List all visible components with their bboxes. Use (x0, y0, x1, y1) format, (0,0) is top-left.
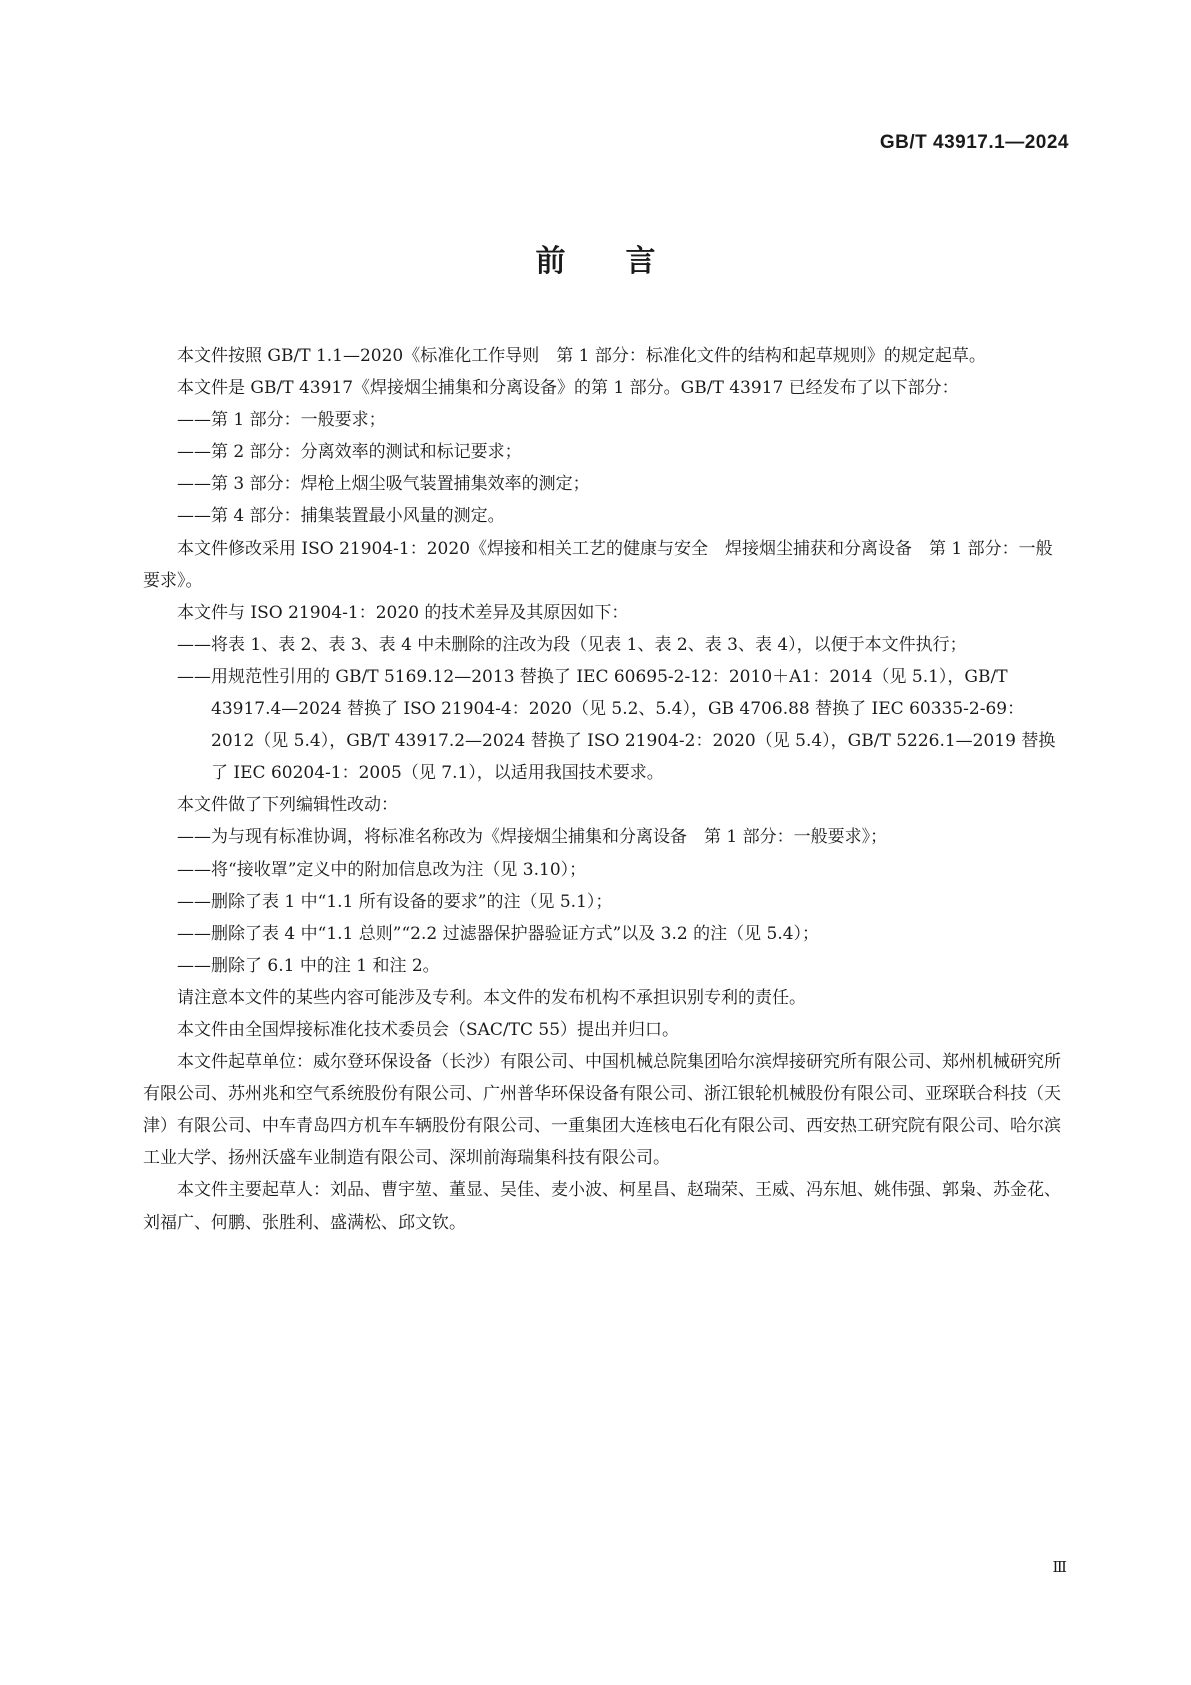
document-body (143, 340, 1063, 1239)
list-item-editorial-5: ——删除了 6.1 中的注 1 和注 2。 (177, 955, 440, 976)
paragraph-technical-differences: 本文件与 ISO 21904-1：2020 的技术差异及其原因如下： (177, 602, 629, 623)
list-item-tech-diff-2: ——用规范性引用的 GB/T 5169.12—2013 替换了 IEC 60695-2-12：2010＋A1：2014（见 5.1），GB/T 43917.4—2024 替换了 ISO 21904-4：2020（见 5.2、5.4），GB 4706.88 替换了 IEC 60335-2-69：2012（见 5.4），GB/T 43917.2—2024 替换了 ISO 21904-2：2020（见 5.4），GB/T 5226.1—2019 替换了 IEC 60204-1：2005（见 7.1），以适用我国技术要求。 (177, 666, 1056, 784)
list-item-tech-diff-1: ——将表 1、表 2、表 3、表 4 中未删除的注改为段（见表 1、表 2、表 3、表 4），以便于本文件执行； (177, 634, 967, 655)
list-item-part-4: ——第 4 部分：捕集装置最小风量的测定。 (177, 506, 505, 527)
list-item-editorial-1: ——为与现有标准协调，将标准名称改为《焊接烟尘捕集和分离设备 第 1 部分：一般要求》； (177, 827, 888, 848)
paragraph-adoption: 本文件修改采用 ISO 21904-1：2020《焊接和相关工艺的健康与安全 焊接烟尘捕获和分离设备 第 1 部分：一般要求》。 (143, 538, 1053, 591)
list-item-editorial-4: ——删除了表 4 中“1.1 总则”“2.2 过滤器保护器验证方式”以及 3.2 的注（见 5.4）； (177, 923, 820, 944)
list-item-editorial-2: ——将“接收罩”定义中的附加信息改为注（见 3.10）； (177, 859, 587, 880)
paragraph-drafting-basis: 本文件按照 GB/T 1.1—2020《标准化工作导则 第 1 部分：标准化文件的结构和起草规则》的规定起草。 (177, 346, 986, 366)
page-number: Ⅲ (1052, 1558, 1067, 1576)
paragraph-patent-notice: 请注意本文件的某些内容可能涉及专利。本文件的发布机构不承担识别专利的责任。 (177, 987, 806, 1008)
standard-code: GB/T 43917.1—2024 (879, 132, 1069, 153)
paragraph-proposer: 本文件由全国焊接标准化技术委员会（SAC/TC 55）提出并归口。 (177, 1019, 680, 1040)
paragraph-drafters: 本文件主要起草人：刘品、曹宇堃、董显、吴佳、麦小波、柯星昌、赵瑞荣、王威、冯东旭、姚伟强、郭枭、苏金花、刘福广、何鹏、张胜利、盛满松、邱文钦。 (143, 1180, 1061, 1233)
paragraph-series-intro: 本文件是 GB/T 43917《焊接烟尘捕集和分离设备》的第 1 部分。GB/T 43917 已经发布了以下部分： (177, 378, 959, 399)
paragraph-editorial-changes: 本文件做了下列编辑性改动： (177, 795, 398, 816)
list-item-editorial-3: ——删除了表 1 中“1.1 所有设备的要求”的注（见 5.1）； (177, 891, 613, 912)
list-item-part-2: ——第 2 部分：分离效率的测试和标记要求； (177, 442, 522, 463)
list-item-part-1: ——第 1 部分：一般要求； (177, 410, 386, 431)
paragraph-drafting-units: 本文件起草单位：威尔登环保设备（长沙）有限公司、中国机械总院集团哈尔滨焊接研究所有限公司、郑州机械研究所有限公司、苏州兆和空气系统股份有限公司、广州普华环保设备有限公司、浙江银轮机械股份有限公司、亚琛联合科技（天津）有限公司、中车青岛四方机车车辆股份有限公司、一重集团大连核电石化有限公司、西安热工研究院有限公司、哈尔滨工业大学、扬州沃盛车业制造有限公司、深圳前海瑞集科技有限公司。 (143, 1052, 1061, 1169)
list-item-part-3: ——第 3 部分：焊枪上烟尘吸气装置捕集效率的测定； (177, 474, 590, 495)
page-title: 前言 (535, 244, 716, 279)
